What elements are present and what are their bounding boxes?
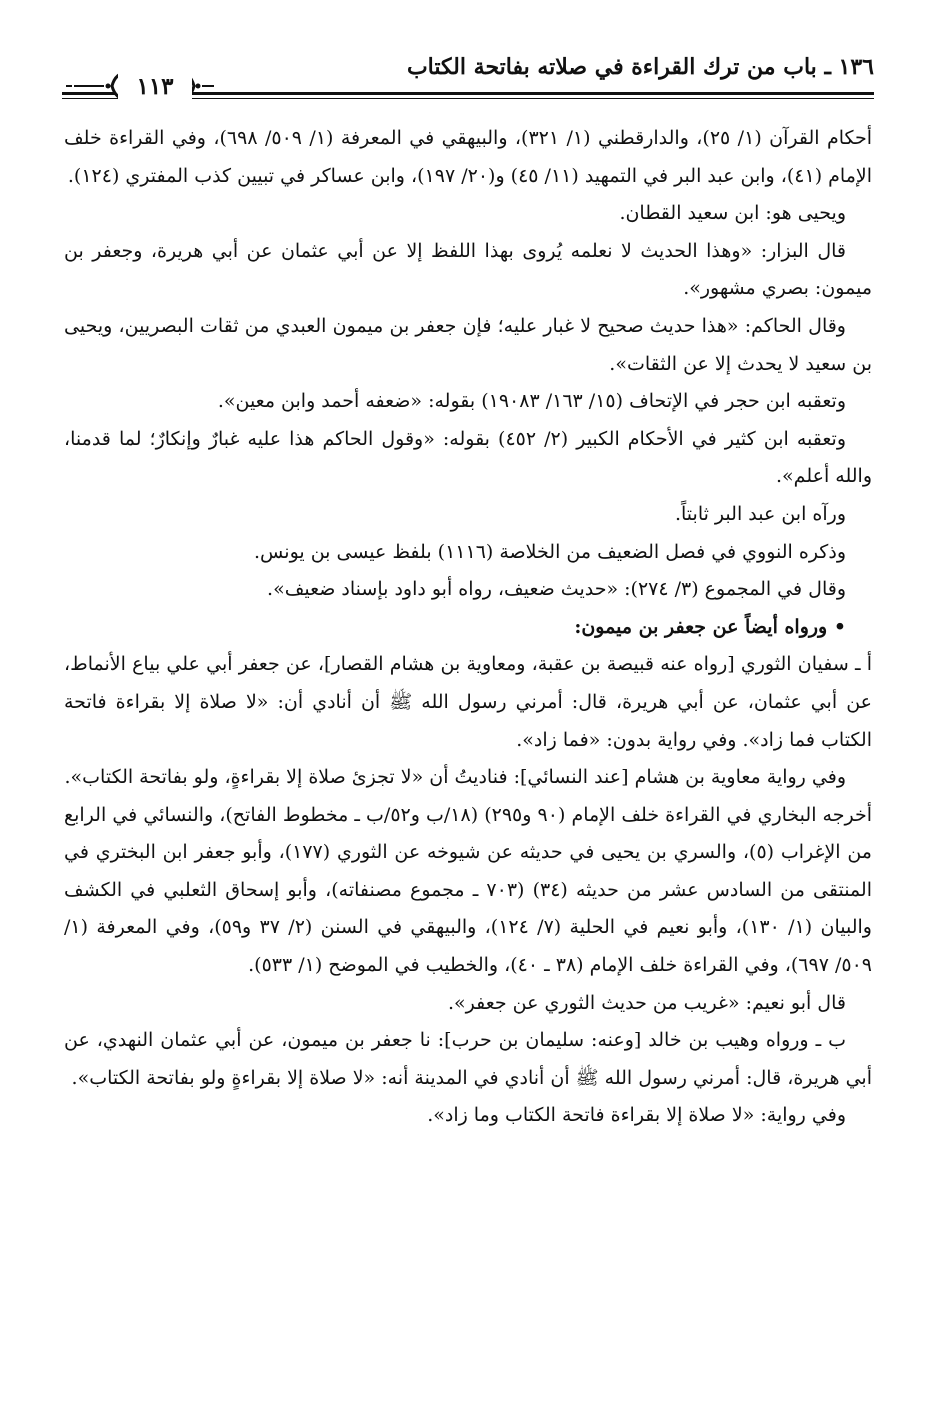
page-number-badge [64,64,214,104]
page-body [64,120,872,1135]
chapter-title: ١٣٦ ـ باب من ترك القراءة في صلاته بفاتحة الكتاب [406,54,874,80]
paragraph: وقال الحاكم: «هذا حديث صحيح لا غبار عليه؛ فإن جعفر بن ميمون العبدي من ثقات البصريين، ويحيى بن سعيد لا يحدث إلا عن الثقات». [64,314,872,375]
paragraph: وفي رواية معاوية بن هشام [عند النسائي]: فناديتُ أن «لا تجزئ صلاة إلا بقراءةٍ، ولو بفاتحة الكتاب». [64,766,846,789]
page-header [62,48,874,106]
paragraph: وتعقبه ابن حجر في الإتحاف (١٥/ ١٦٣/ ١٩٠٨٣) بقوله: «ضعفه أحمد وابن معين». [217,390,846,413]
paragraph: قال البزار: «وهذا الحديث لا نعلمه يُروى بهذا اللفظ إلا عن أبي عثمان عن أبي هريرة، وجعفر بن ميمون: بصري مشهور». [64,239,872,300]
paragraph: أحكام القرآن (١/ ٢٥)، والدارقطني (١/ ٣٢١)، والبيهقي في المعرفة (١/ ٥٠٩/ ٦٩٨)، وفي القراءة خلف الإمام (٤١)، وابن عبد البر في التمهيد (١١/ ٤٥) و(٢٠/ ١٩٧)، وابن عساكر في تبيين كذب المفتري (١٢٤). [64,127,873,187]
section-heading: • ورواه أيضاً عن جعفر بن ميمون: [574,615,846,638]
paragraph: وذكره النووي في فصل الضعيف من الخلاصة (١١١٦) بلفظ عيسى بن يونس. [254,540,846,563]
paragraph: وقال في المجموع (٣/ ٢٧٤): «حديث ضعيف، رواه أبو داود بإسناد ضعيف». [267,578,846,601]
paragraph: ب ـ ورواه وهيب بن خالد [وعنه: سليمان بن حرب]: نا جعفر بن ميمون، عن أبي عثمان النهدي، عن أبي هريرة، قال: أمرني رسول الله ﷺ أن أنادي في المدينة أنه: «لا صلاة إلا بقراءةٍ ولو بفاتحة الكتاب». [64,1029,872,1089]
paragraph: ورآه ابن عبد البر ثابتاً. [674,502,846,525]
paragraph: وفي رواية: «لا صلاة إلا بقراءة فاتحة الكتاب وما زاد». [427,1104,846,1127]
paragraph: أخرجه البخاري في القراءة خلف الإمام (٩٠ و٢٩٥) (١٨/ب و٥٢/ب ـ مخطوط الفاتح)، والنسائي في الرابع من الإغراب (٥)، والسري بن يحيى في حديثه عن شيوخه عن الثوري (١٧٧)، وأبو جعفر ابن البختري في المنتقى من السادس عشر من حديثه (٣٤) (٧٠٣ ـ مجموع مصنفاته)، وأبو إسحاق الثعلبي في الكشف والبيان (١/ ١٣٠)، وأبو نعيم في الحلية (٧/ ١٢٤)، والبيهقي في السنن (٢/ ٣٧ و٥٩)، وفي المعرفة (١/ ٥٠٩/ ٦٩٧)، وفي القراءة خلف الإمام (٣٨ ـ ٤٠)، والخطيب في الموضح (١/ ٥٣٣). [64,803,872,977]
page-number: ١١٣ [118,70,192,102]
paragraph: أ ـ سفيان الثوري [رواه عنه قبيصة بن عقبة، ومعاوية بن هشام القصار]، عن جعفر أبي علي بياع الأنماط، عن أبي عثمان، عن أبي هريرة، قال: أمرني رسول الله ﷺ أن أنادي أن: «لا صلاة إلا بقراءة فاتحة الكتاب فما زاد». وفي رواية بدون: «فما زاد». [64,653,872,751]
paragraph: ويحيى هو: ابن سعيد القطان. [619,202,846,225]
paragraph: وتعقبه ابن كثير في الأحكام الكبير (٢/ ٤٥٢) بقوله: «وقول الحاكم هذا عليه غبارٌ وإنكارٌ؛ لما قدمنا، والله أعلم». [64,427,872,488]
paragraph: قال أبو نعيم: «غريب من حديث الثوري عن جعفر». [447,991,846,1014]
